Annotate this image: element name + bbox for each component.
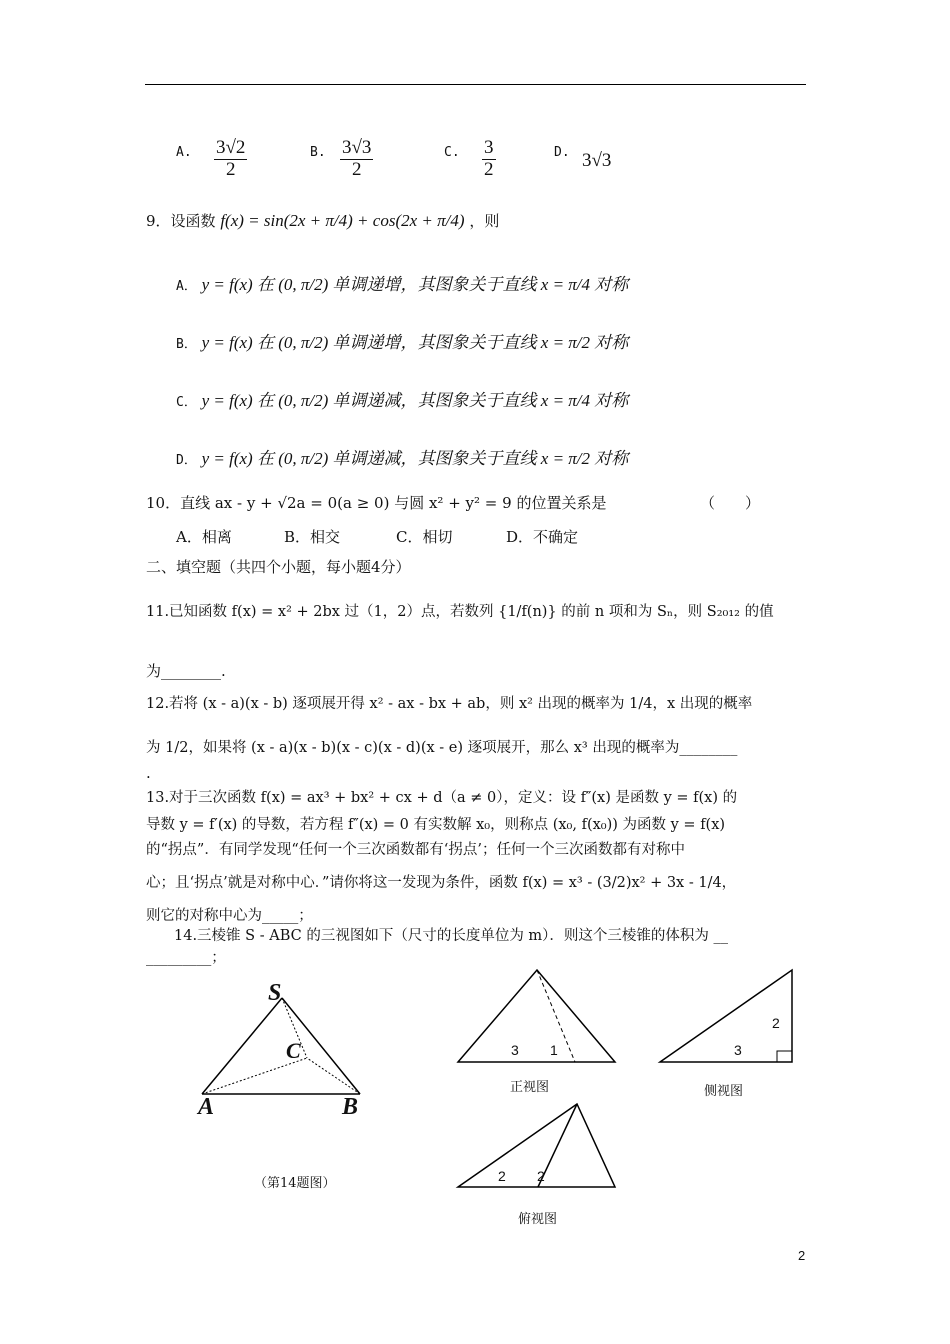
q10-stem: 10．直线 ax - y + √2a = 0(a ≥ 0) 与圆 x² + y² = 9 的位置关系是: [146, 494, 607, 512]
q8-option-b-letter: B.: [310, 145, 326, 160]
q13-line2: 导数 y = f′(x) 的导数，若方程 f″(x) = 0 有实数解 x₀，则称点 (x₀, f(x₀)) 为函数 y = f(x): [146, 817, 726, 833]
q11-line2: 为________.: [146, 662, 226, 680]
front-view-dim-3: 3: [511, 1042, 519, 1058]
q8-option-b-value: $\frac{3√3}{2}$: [342, 137, 372, 180]
front-view-dim-1: 1: [550, 1042, 558, 1058]
q10-option-a: A．相离: [176, 528, 232, 546]
header-rule: [145, 84, 806, 85]
q10-option-d: D．不确定: [506, 528, 579, 546]
q9-option-c: C． y = f(x) 在 (0, π/2) 单调递减，其图象关于直线 x = π/4 对称: [176, 391, 629, 410]
q9-option-d: D． y = f(x) 在 (0, π/2) 单调递减，其图象关于直线 x = π/2 对称: [176, 449, 629, 468]
page-number: 2: [798, 1248, 806, 1263]
front-view-label: 正视图: [510, 1080, 550, 1095]
q9-option-b: B． y = f(x) 在 (0, π/2) 单调递增，其图象关于直线 x = π/2 对称: [176, 333, 629, 352]
q8-option-c-letter: C.: [444, 145, 460, 160]
q10-answer-bracket: （ ）: [700, 494, 761, 512]
q12-line2: 为 1/2，如果将 (x - a)(x - b)(x - c)(x - d)(x - e) 逐项展开，那么 x³ 出现的概率为________: [146, 740, 738, 756]
q11-line1: 11.已知函数 f(x) = x² + 2bx 过（1，2）点，若数列 {1/f(n)} 的前 n 项和为 Sₙ，则 S₂₀₁₂ 的值: [146, 604, 774, 620]
q9-stem: 9．设函数 f(x) = sin(2x + π/4) + cos(2x + π/4) ，则: [146, 211, 500, 230]
q13-line4: 心；且‘拐点’就是对称中心．”请你将这一发现为条件，函数 f(x) = x³ - (3/2)x² + 3x - 1/4，: [146, 875, 737, 891]
q8-option-d-value: 3√3: [582, 150, 612, 171]
edge-sa: [202, 998, 282, 1094]
q10-option-c: C．相切: [396, 528, 453, 546]
top-view-dim-2-right: 2: [537, 1168, 545, 1184]
edge-bc: [307, 1058, 360, 1094]
top-view-dim-2-left: 2: [498, 1168, 506, 1184]
side-view-dim-2: 2: [772, 1015, 780, 1031]
vertex-label-c: C: [286, 1038, 301, 1063]
q13-line5: 则它的对称中心为_____；: [146, 908, 313, 924]
q14-line1: 14.三棱锥 S - ABC 的三视图如下（尺寸的长度单位为 m）．则这个三棱锥的体积为 __: [174, 928, 729, 944]
front-view: [455, 965, 625, 1065]
figure-caption: （第14题图）: [254, 1176, 336, 1191]
vertex-label-b: B: [342, 1094, 359, 1120]
q13-line3: 的“拐点”．有同学发现“任何一个三次函数都有‘拐点’；任何一个三次函数都有对称中: [146, 842, 685, 858]
q8-option-a-letter: A.: [176, 145, 192, 160]
vertex-label-s: S: [268, 980, 282, 1006]
q8-option-d-letter: D.: [554, 145, 570, 160]
vertex-label-a: A: [198, 1094, 215, 1120]
q13-line1: 13.对于三次函数 f(x) = ax³ + bx² + cx + d（a ≠ 0），定义：设 f″(x) 是函数 y = f(x) 的: [146, 790, 738, 806]
side-view-dim-3: 3: [734, 1042, 742, 1058]
side-view-label: 侧视图: [704, 1084, 744, 1099]
q14-line2: _________；: [146, 950, 226, 966]
q8-option-c-value: $\frac{3}{2}$: [484, 137, 494, 180]
top-view-label: 俯视图: [518, 1212, 558, 1227]
q8-option-a-value: $\frac{3√2}{2}$: [216, 137, 246, 180]
q10-option-b: B．相交: [284, 528, 341, 546]
q12-line3: .: [146, 764, 151, 782]
q9-option-a: A． y = f(x) 在 (0, π/2) 单调递增，其图象关于直线 x = π/4 对称: [176, 275, 629, 294]
q12-line1: 12.若将 (x - a)(x - b) 逐项展开得 x² - ax - bx + ab，则 x² 出现的概率为 1/4，x 出现的概率: [146, 696, 753, 712]
section-title-fill-in: 二、填空题（共四个小题，每小题4分）: [146, 558, 411, 576]
